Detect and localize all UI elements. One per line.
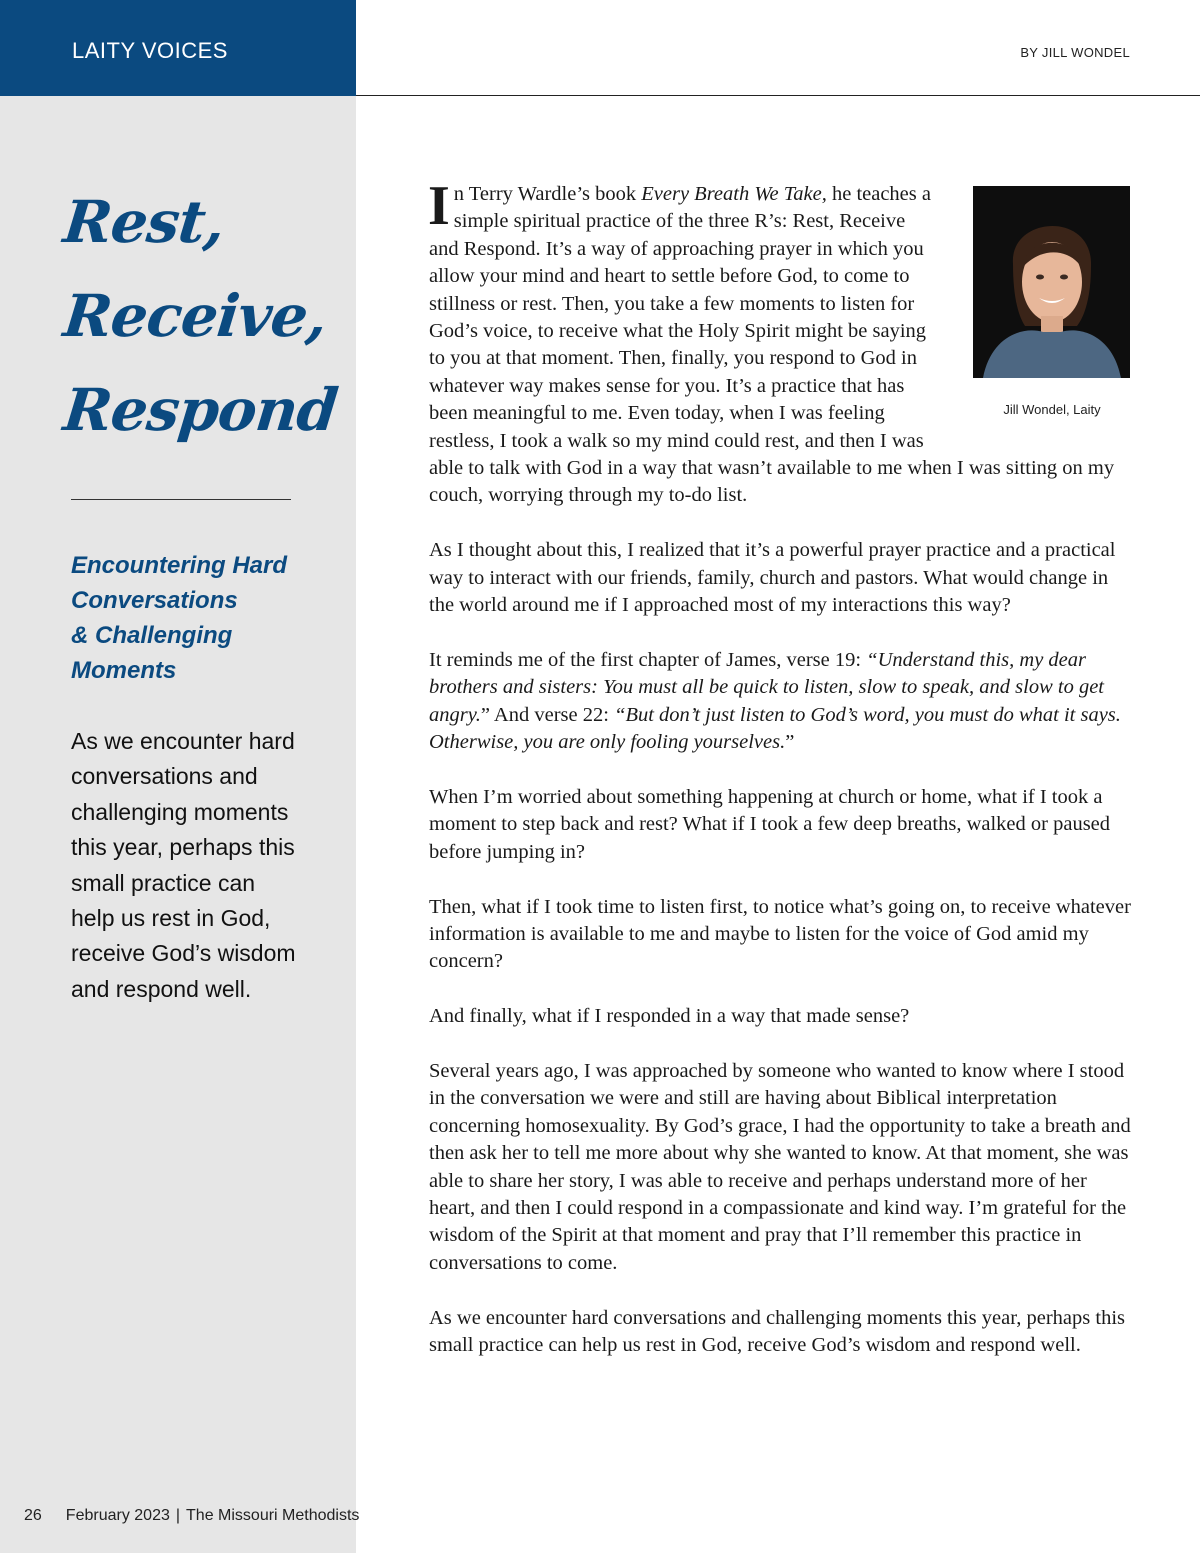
subtitle-line: Conversations: [71, 587, 238, 614]
article-body: [428, 175, 1131, 1387]
text-span: n Terry Wardle’s book: [453, 183, 642, 205]
issue-date: February 2023: [65, 1507, 170, 1524]
text-span: It reminds me of the first chapter of James, verse 19:: [429, 648, 867, 671]
photo-caption: Jill Wondel, Laity: [1003, 402, 1101, 417]
paragraph: As I thought about this, I realized that it’s a powerful prayer practice and a practical way to interact with our friends, family, church and pastors. What would change in the world around me if I approached most of my interactions this way?: [429, 539, 1116, 617]
text-span: ”: [785, 731, 795, 754]
text-span: he teaches a simple spiritual practice of the three R’s: Rest, Receive and Respond. It’s a way of approaching prayer in which you allow your mind and heart to settle before God, to come to stillness or rest. Then, you take a few moments to listen for God’s voice, to receive what the Holy Spirit might be saying to you at that moment. Then, finally, you respond to God in whatever way makes sense for you. It’s a practice that has been meaningful to me. Even today, when I was feeling restless, I took a walk so my mind could rest, and then I was able to talk with God in a way that wasn’t available to me when I was sitting on my couch, worrying through my to-do list.: [429, 183, 1115, 507]
drop-cap: I: [428, 175, 450, 237]
article-title: [60, 175, 354, 457]
paragraph: As we encounter hard conversations and challenging moments this year, perhaps this small practice can help us rest in God, receive God’s wisdom and respond well.: [429, 1306, 1125, 1356]
section-header: [0, 0, 356, 96]
subtitle-line: & Challenging: [71, 622, 233, 649]
paragraph: [429, 647, 1131, 757]
page-number: 26: [24, 1507, 42, 1524]
footer-divider: |: [175, 1507, 181, 1524]
paragraph: Several years ago, I was approached by someone who wanted to know where I stood in the conversation we were and still are having about Biblical interpretation concerning homosexuality. By God’s grace, I had the opportunity to take a breath and then ask her to tell me more about why she wanted to know. At that moment, she was able to share her story, I was able to receive and perhaps understand more of her heart, and then I could respond in a compassionate and kind way. I’m grateful for the wisdom of the Spirit at that moment and pray that I’ll remember this practice in conversations to come.: [429, 1059, 1131, 1274]
book-title: Every Breath We Take,: [641, 183, 827, 205]
scripture-quote: “Understand this, my dear brothers and sisters: You must all be quick to listen, slow to speak, and slow to get angry.: [429, 648, 1104, 726]
title-line: Respond: [60, 376, 341, 444]
title-line: Rest,: [60, 188, 228, 256]
sidebar-divider: [71, 499, 291, 500]
article-subtitle: [71, 548, 311, 688]
scripture-quote: “But don’t just listen to God’s word, you must do what it says. Otherwise, you are only fooling yourselves.: [429, 703, 1121, 754]
sidebar-blurb: As we encounter hard conversations and challenging moments this year, perhaps this small practice can help us rest in God, receive God’s wisdom and respond well.: [71, 728, 296, 1002]
paragraph: And finally, what if I responded in a way that made sense?: [429, 1005, 910, 1028]
publication-name: The Missouri Methodists: [186, 1507, 360, 1524]
author-photo-block: [973, 186, 1131, 423]
author-photo: [973, 186, 1130, 378]
text-span: ” And verse 22:: [480, 703, 615, 726]
paragraph: When I’m worried about something happening at church or home, what if I took a moment to step back and rest? What if I took a few deep breaths, walked or paused before jumping in?: [429, 785, 1111, 863]
byline: BY JILL WONDEL: [1020, 45, 1130, 60]
subtitle-line: Moments: [71, 657, 177, 684]
section-label: LAITY VOICES: [72, 38, 228, 63]
title-line: Receive,: [60, 282, 330, 350]
paragraph: Then, what if I took time to listen first, to notice what’s going on, to receive whatever information is available to me and maybe to listen for the voice of God amid my concern?: [429, 895, 1131, 973]
header-rule: [356, 95, 1200, 96]
page-footer: [24, 1507, 359, 1525]
subtitle-line: Encountering Hard: [71, 552, 288, 579]
